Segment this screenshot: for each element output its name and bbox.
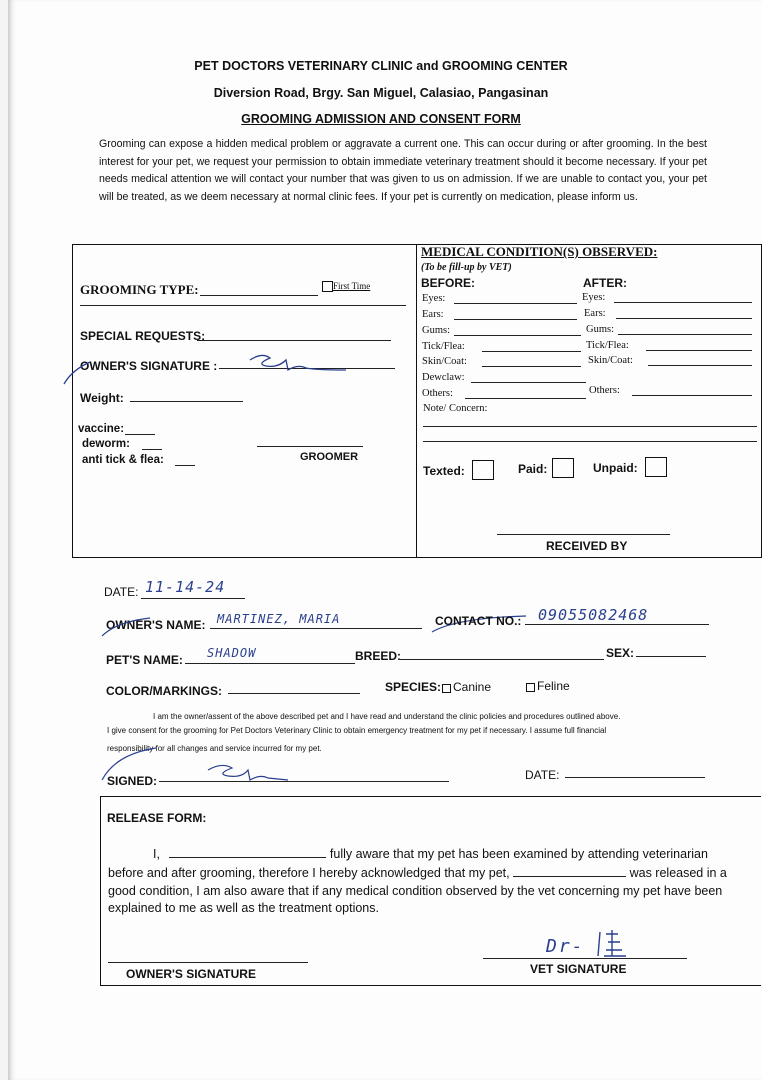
grooming-type-field-2[interactable] <box>80 305 406 306</box>
signed-scribble <box>96 740 296 790</box>
grooming-type-field[interactable] <box>200 295 318 296</box>
after-item-field[interactable] <box>648 365 752 366</box>
special-requests-label: SPECIAL REQUESTS: <box>80 329 206 343</box>
vet-sign-field[interactable] <box>483 958 687 959</box>
after-item-field[interactable] <box>632 395 752 396</box>
deworm-label: deworm: <box>82 438 130 450</box>
breed-field[interactable] <box>400 659 604 660</box>
color-field[interactable] <box>228 693 360 694</box>
before-item-label: Ears: <box>422 309 444 320</box>
release-line-1 <box>153 845 708 864</box>
vaccine-field[interactable] <box>125 434 155 435</box>
before-item-field[interactable] <box>465 398 586 399</box>
before-item-field[interactable] <box>482 366 581 367</box>
groomer-field[interactable] <box>257 446 363 447</box>
release-text-3: good condition, I am also aware that if any medical condition observed by the vet concerning my pet have been <box>108 884 723 898</box>
clinic-name: PET DOCTORS VETERINARY CLINIC and GROOMING CENTER <box>194 59 568 73</box>
grooming-type-label: GROOMING TYPE: <box>80 282 199 297</box>
owner-name-label: OWNER'S NAME: <box>106 618 206 632</box>
after-item-label: Ears: <box>584 308 606 319</box>
paid-checkbox[interactable] <box>552 458 574 478</box>
before-item-label: Eyes: <box>422 293 446 304</box>
signed-label: SIGNED: <box>107 774 158 788</box>
first-time-label: First Time <box>333 281 371 291</box>
release-text-1: fully aware that my pet has been examined by attending veterinarian <box>329 847 708 861</box>
vet-sign-scribble <box>592 928 632 960</box>
release-owner-signature-label: OWNER'S SIGNATURE <box>126 967 256 981</box>
medical-subtitle: (To be fill-up by VET) <box>421 262 512 273</box>
groomer-label: GROOMER <box>300 451 359 463</box>
release-owner-sign-field[interactable] <box>108 962 308 963</box>
pet-name-value: SHADOW <box>207 646 257 660</box>
unpaid-checkbox[interactable] <box>645 457 667 477</box>
clinic-address: Diversion Road, Brgy. San Miguel, Calasiao, Pangasinan <box>213 86 549 100</box>
release-title: RELEASE FORM: <box>107 811 207 825</box>
after-label: AFTER: <box>583 276 627 290</box>
received-by-field[interactable] <box>497 534 670 535</box>
after-item-label: Skin/Coat: <box>588 355 633 366</box>
before-item-field[interactable] <box>482 351 581 352</box>
after-item-label: Eyes: <box>582 292 606 303</box>
before-item-label: Tick/Flea: <box>422 341 465 352</box>
owner-signature-label: OWNER'S SIGNATURE : <box>80 359 218 373</box>
weight-field[interactable] <box>130 401 243 402</box>
after-item-label: Tick/Flea: <box>586 340 629 351</box>
consent-line-2: I give consent for the grooming for Pet Doctors Veterinary Clinic to obtain emergency treatment for my pet if necessary. I assume full financial <box>107 726 607 735</box>
after-item-field[interactable] <box>618 334 752 335</box>
sex-field[interactable] <box>636 656 706 657</box>
release-text-2a: before and after grooming, therefore I hereby acknowledged that my pet, <box>108 866 510 880</box>
after-item-label: Gums: <box>586 324 615 335</box>
date-field[interactable] <box>141 598 245 599</box>
species-label: SPECIES: <box>385 680 442 694</box>
before-item-label: Others: <box>422 388 453 399</box>
contact-value: 09055082468 <box>538 606 649 624</box>
after-item-field[interactable] <box>614 302 752 303</box>
canine-checkbox[interactable] <box>442 684 451 693</box>
column-divider <box>416 244 417 558</box>
feline-label: Feline <box>537 679 570 693</box>
release-line-2 <box>108 864 727 883</box>
release-text-4: explained to me as well as the treatment options. <box>108 901 379 915</box>
consent-line-1: I am the owner/assent of the above described pet and I have read and understand the clinic policies and procedures outlined above. <box>153 712 621 721</box>
vet-sign-text: Dr- <box>546 936 585 957</box>
feline-checkbox[interactable] <box>526 683 535 692</box>
texted-checkbox[interactable] <box>472 460 494 480</box>
special-requests-field[interactable] <box>197 340 391 341</box>
contact-field[interactable] <box>525 624 709 625</box>
date-value: 11-14-24 <box>145 578 226 596</box>
vet-signature-label: VET SIGNATURE <box>530 962 627 976</box>
sex-label: SEX: <box>606 646 635 660</box>
received-by-label: RECEIVED BY <box>546 539 628 553</box>
before-item-label: Gums: <box>422 325 451 336</box>
before-item-label: Dewclaw: <box>422 372 465 383</box>
anti-tick-field[interactable] <box>175 465 195 466</box>
release-text-2b: was released in a <box>629 866 727 880</box>
paid-label: Paid: <box>518 462 548 476</box>
before-label: BEFORE: <box>421 276 475 290</box>
deworm-field[interactable] <box>142 449 162 450</box>
release-name-field[interactable] <box>169 857 326 858</box>
medical-title: MEDICAL CONDITION(S) OBSERVED: <box>421 244 658 259</box>
before-item-label: Skin/Coat: <box>422 356 467 367</box>
vaccine-label: vaccine: <box>78 423 125 435</box>
date-label: DATE: <box>104 585 139 599</box>
canine-label: Canine <box>453 680 492 694</box>
first-time-checkbox[interactable] <box>322 281 333 292</box>
after-item-field[interactable] <box>616 318 752 319</box>
release-i: I, <box>153 847 160 861</box>
intro-text: Grooming can expose a hidden medical problem or aggravate a current one. This can occur during or after grooming. In the best interest for your pet, we request your permission to obtain immediate veterinary treatment should it become necessary. If your pet needs medical attention we will contact your number that was given to us on admission. If we are unable to contact you, your pet will be treated, as we deem necessary at normal clinic fees. If your pet is currently on medication, please inform us. <box>99 138 707 203</box>
pet-name-label: PET'S NAME: <box>106 653 183 667</box>
form-title: GROOMING ADMISSION AND CONSENT FORM <box>241 112 521 126</box>
weight-label: Weight: <box>80 391 124 405</box>
before-item-field[interactable] <box>471 382 586 383</box>
note-field-1[interactable] <box>423 426 757 427</box>
unpaid-label: Unpaid: <box>593 461 638 475</box>
date2-field[interactable] <box>565 777 705 778</box>
date2-label: DATE: <box>525 768 560 782</box>
contact-label: CONTACT NO.: <box>435 614 522 628</box>
note-field-2[interactable] <box>423 441 757 442</box>
color-label: COLOR/MARKINGS: <box>106 684 222 698</box>
owner-name-value: MARTINEZ, MARIA <box>217 612 341 626</box>
owner-signature-scribble <box>60 348 360 388</box>
anti-tick-label: anti tick & flea: <box>82 454 164 466</box>
texted-label: Texted: <box>423 464 465 478</box>
after-item-field[interactable] <box>646 350 752 351</box>
note-label: Note/ Concern: <box>423 403 488 414</box>
before-item-field[interactable] <box>454 335 581 336</box>
before-item-field[interactable] <box>454 319 577 320</box>
breed-label: BREED: <box>355 649 402 663</box>
pet-name-field[interactable] <box>185 663 355 664</box>
after-item-label: Others: <box>589 385 620 396</box>
release-pet-field[interactable] <box>513 876 626 877</box>
before-item-field[interactable] <box>454 303 577 304</box>
consent-line-3: responsibility for all changes and service incurred for my pet. <box>107 744 322 753</box>
